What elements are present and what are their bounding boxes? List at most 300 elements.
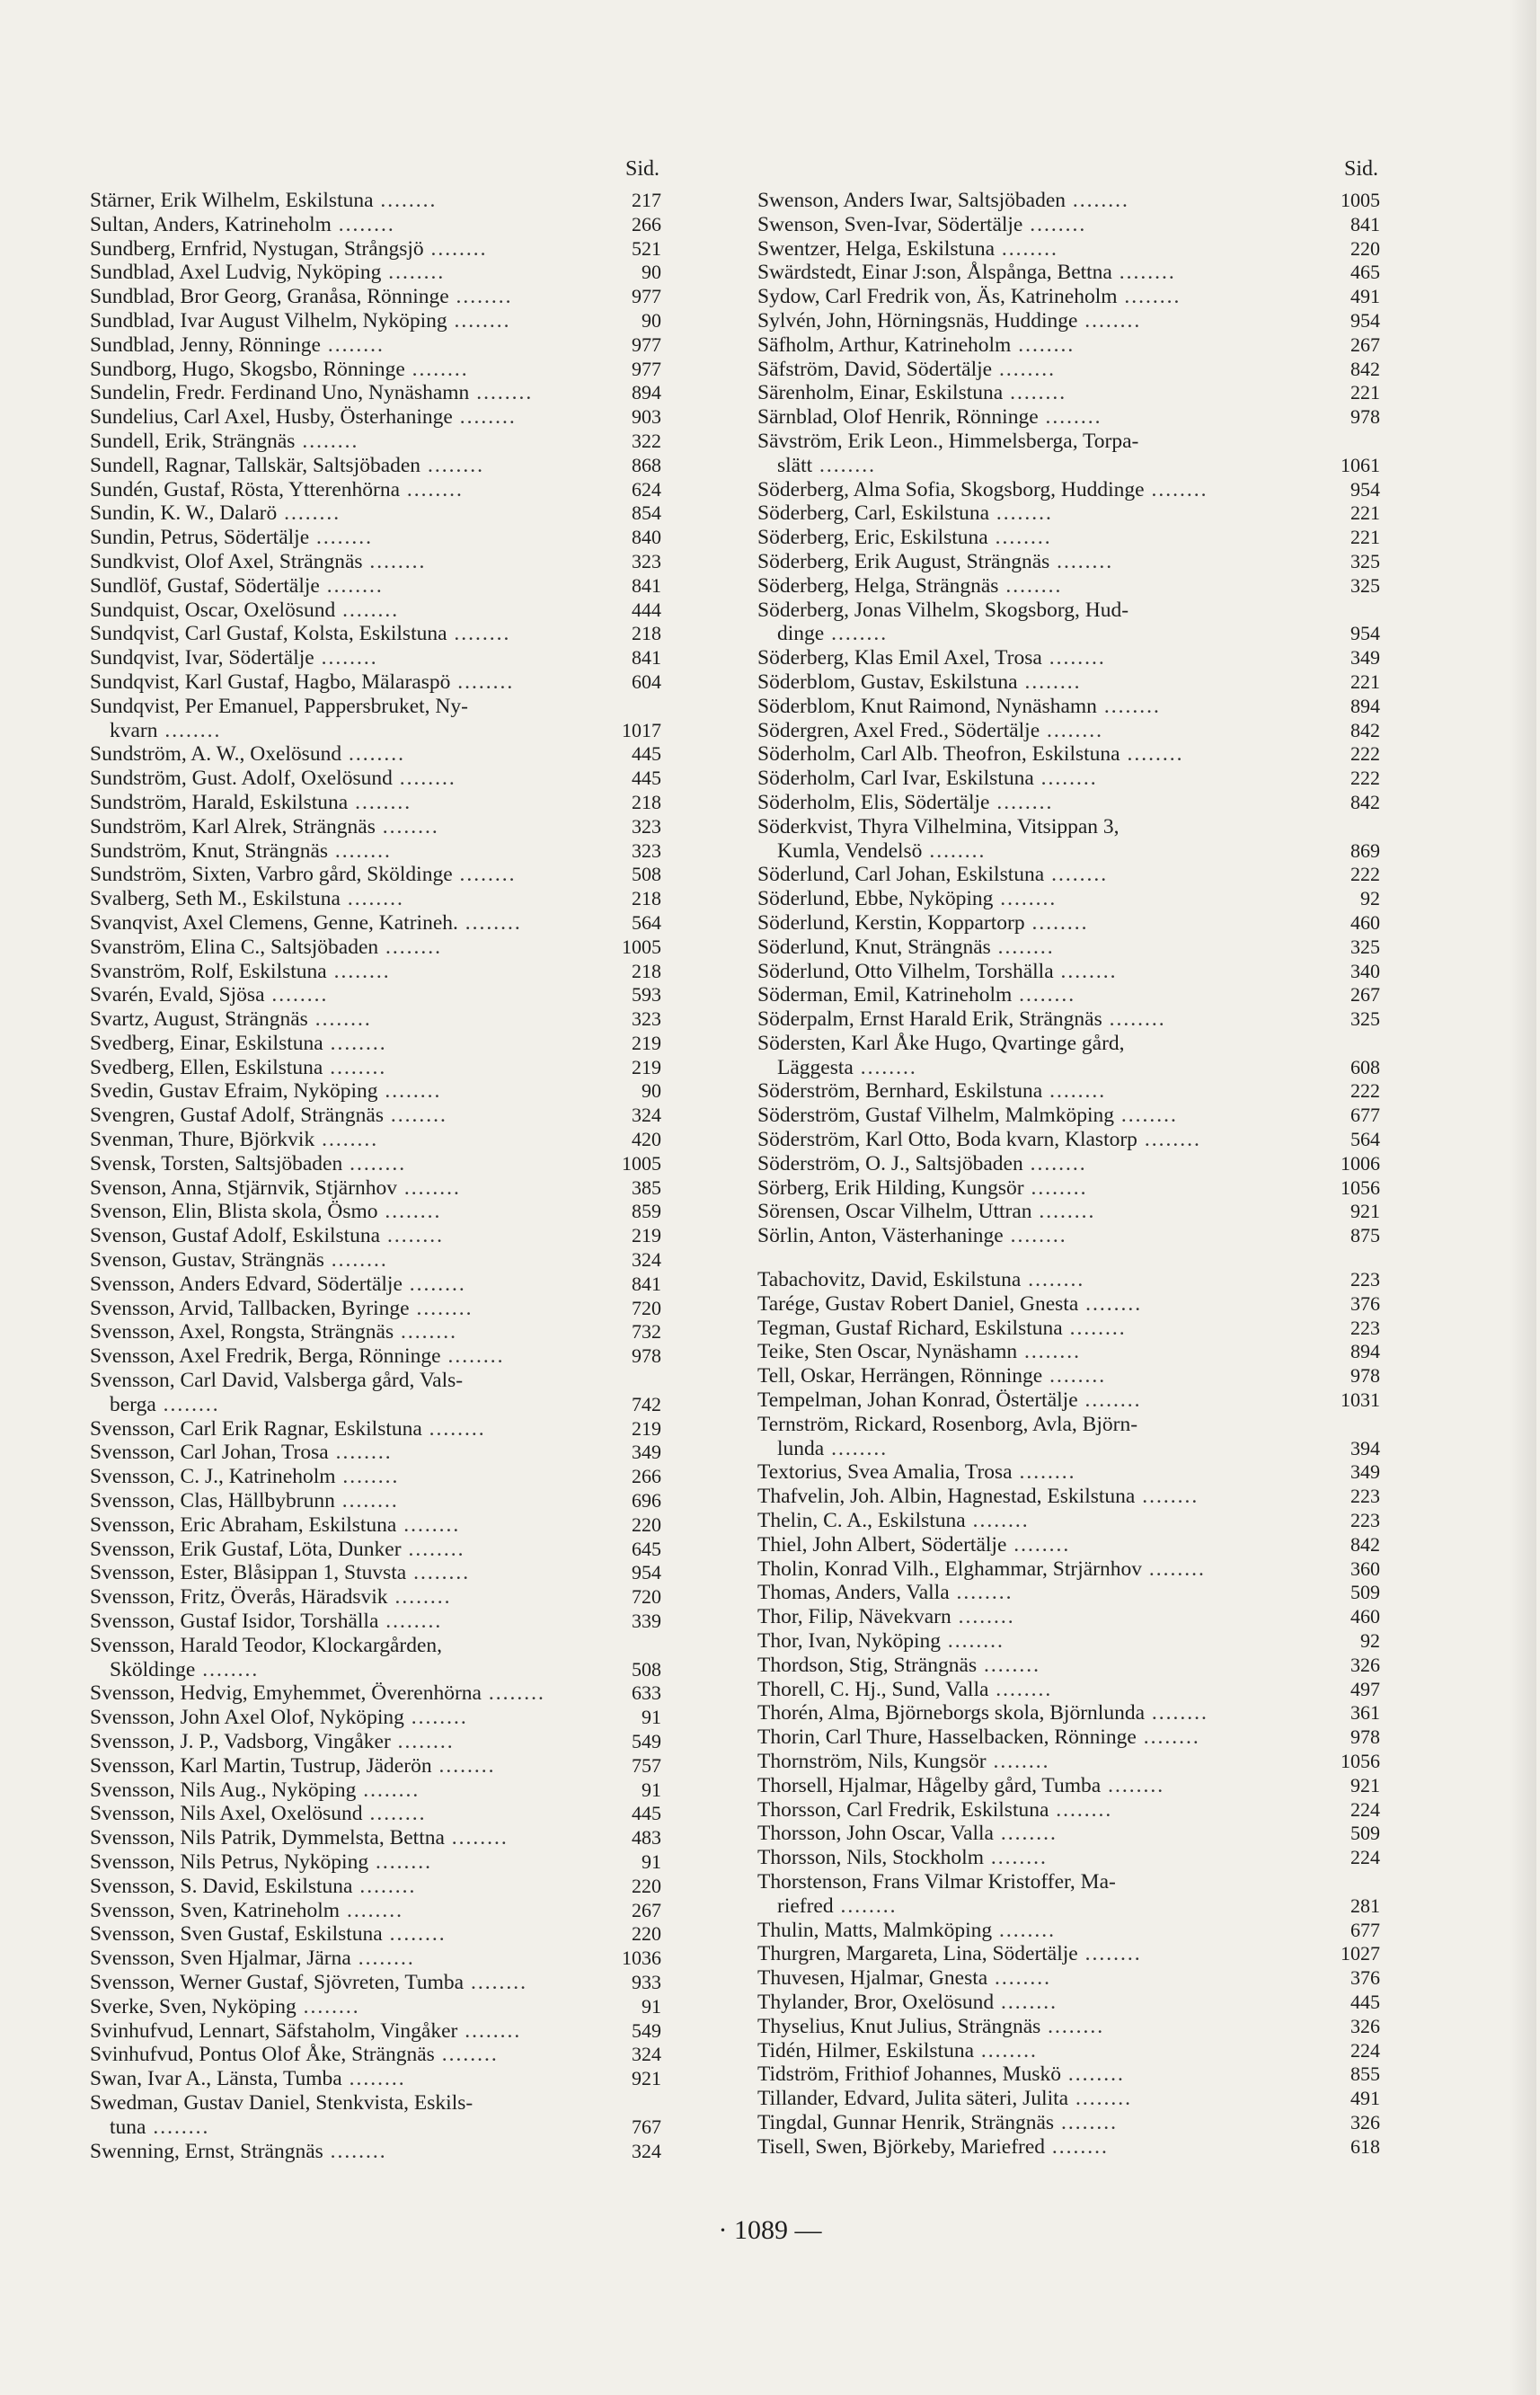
entry-page-number: 608 [1350, 1055, 1380, 1078]
entry-page-number: 921 [1350, 1773, 1380, 1796]
leader-dots: ........ [949, 1581, 1013, 1605]
index-entry [757, 1750, 1380, 1774]
entry-name: Svenson, Anna, Stjärnvik, Stjärnhov [90, 1175, 398, 1200]
left-column [90, 149, 661, 2163]
entry-page-number: 508 [632, 1657, 661, 1681]
entry-page-number: 376 [1350, 1966, 1380, 1990]
entry-text-container [90, 454, 609, 478]
entry-name: Tidén, Hilmer, Eskilstuna [757, 2038, 975, 2062]
index-entry [757, 1460, 1380, 1485]
entry-name: Textorius, Svea Amalia, Trosa [757, 1460, 1013, 1485]
leader-dots: ........ [1101, 1773, 1165, 1797]
index-entry [90, 1754, 661, 1779]
leader-dots: ........ [362, 1802, 427, 1826]
entry-page-number: 903 [632, 405, 661, 429]
entry-name: Sävström, Erik Leon., Himmelsberga, Torpa- [757, 429, 1139, 453]
index-entry [90, 454, 661, 478]
entry-page-number: 90 [642, 261, 661, 284]
entry-name: Svensson, Harald Teodor, Klockargården, [90, 1633, 443, 1657]
entry-page-number: 91 [642, 1706, 661, 1729]
entry-page-number: 954 [632, 1561, 661, 1584]
entry-page-number: 322 [632, 429, 661, 452]
index-entry [90, 1489, 661, 1513]
index-entry [90, 1056, 661, 1080]
entry-text-container [90, 1899, 609, 1923]
entry-page-number: 218 [632, 790, 661, 813]
index-entry [757, 1224, 1380, 1248]
leader-dots: ........ [195, 1657, 260, 1681]
entry-text-container [90, 695, 609, 719]
entry-text-container [757, 333, 1328, 358]
entry-page-number: 954 [1350, 477, 1380, 501]
entry-text-container [90, 599, 609, 623]
entry-name: Svensk, Torsten, Saltsjöbaden [90, 1151, 343, 1175]
leader-dots: ........ [447, 622, 511, 646]
leader-dots: ........ [380, 1224, 444, 1248]
entry-name: Thorsson, John Oscar, Valla [757, 1822, 994, 1846]
index-entry [757, 2087, 1380, 2111]
index-entry [90, 2140, 661, 2164]
index-entry [90, 1369, 661, 1393]
index-entry [757, 1007, 1380, 1032]
index-entry [757, 1485, 1380, 1509]
entry-name: Sundqvist, Per Emanuel, Pappersbruket, Ny- [90, 694, 468, 718]
entry-name: Söderström, Gustaf Vilhelm, Malmköping [757, 1104, 1114, 1128]
entry-page-number: 855 [1350, 2062, 1380, 2086]
entry-text-container [757, 1701, 1328, 1725]
index-entry [90, 1634, 661, 1658]
leader-dots: ........ [992, 1918, 1056, 1942]
entry-page-number: 324 [632, 2043, 661, 2066]
index-entry [757, 960, 1380, 984]
entry-text-container [90, 1007, 609, 1032]
entry-text-container [757, 1966, 1328, 1991]
entry-text-container [90, 1730, 609, 1754]
entry-text-container [757, 1822, 1328, 1846]
entry-page-number: 868 [632, 453, 661, 476]
entry-name: Söderberg, Helga, Strängnäs [757, 573, 999, 598]
index-entry [757, 1966, 1380, 1991]
entry-text-container [757, 1725, 1328, 1750]
index-entry [90, 1681, 661, 1706]
index-entry [757, 911, 1380, 936]
entry-page-number: 445 [1350, 1990, 1380, 2013]
index-entry [757, 574, 1380, 599]
entry-page-number: 445 [632, 742, 661, 766]
index-entry [90, 213, 661, 237]
entry-page-number: 219 [632, 1224, 661, 1247]
entry-name: Sundström, Knut, Strängnäs [90, 838, 329, 863]
entry-text-container [90, 1754, 609, 1779]
entry-name: Svensson, Ester, Blåsippan 1, Stuvsta [90, 1561, 407, 1585]
entry-page-number: 894 [632, 381, 661, 404]
leader-dots: ........ [341, 2067, 406, 2091]
leader-dots: ........ [400, 477, 464, 501]
entry-name: Sundberg, Ernfrid, Nystugan, Strångsjö [90, 236, 424, 261]
index-entry [757, 430, 1380, 454]
entry-page-number: 933 [632, 1970, 661, 1993]
entry-text-container [90, 1971, 609, 1995]
index-entry [757, 1509, 1380, 1533]
entry-name: Thuvesen, Hjalmar, Gnesta [757, 1966, 988, 1991]
entry-name: Svenson, Elin, Blista skola, Ösmo [90, 1200, 378, 1224]
leader-dots: ........ [1042, 1364, 1107, 1388]
index-entry [90, 358, 661, 382]
entry-name: berga [110, 1392, 156, 1416]
entry-name: Thiel, John Albert, Södertälje [757, 1532, 1007, 1557]
index-entry [90, 285, 661, 309]
entry-text-container [90, 2067, 609, 2091]
index-entry [757, 1340, 1380, 1364]
entry-name: Söderberg, Alma Sofia, Skogsborg, Huddinge [757, 477, 1145, 501]
index-entry [90, 1032, 661, 1056]
index-entry [90, 1007, 661, 1032]
index-entry [757, 1533, 1380, 1557]
index-entry [757, 1032, 1380, 1056]
entry-page-number: 645 [632, 1537, 661, 1560]
entry-page-number: 376 [1350, 1291, 1380, 1315]
index-entry [90, 2019, 661, 2044]
index-entry [757, 1104, 1380, 1128]
entry-text-container [757, 1629, 1328, 1654]
index-entry [757, 309, 1380, 333]
entry-text-container [757, 1942, 1328, 1966]
entry-text-container [757, 936, 1328, 960]
leader-dots: ........ [394, 1320, 458, 1344]
entry-text-container [757, 1056, 1328, 1080]
entry-page-number: 978 [632, 1344, 661, 1368]
entry-name: Swenson, Anders Iwar, Saltsjöbaden [757, 189, 1066, 212]
leader-dots: ........ [1038, 405, 1102, 430]
entry-name: Sundblad, Jenny, Rönninge [90, 333, 321, 357]
leader-dots: ........ [157, 718, 222, 742]
entry-text-container [90, 405, 609, 430]
leader-dots: ........ [1022, 212, 1087, 236]
index-entry [757, 670, 1380, 695]
index-entry [757, 1557, 1380, 1582]
entry-page-number: 323 [632, 838, 661, 862]
entry-name: riefred [777, 1894, 834, 1918]
entry-name: Svartz, August, Strängnäs [90, 1007, 308, 1032]
entry-text-container [757, 1292, 1328, 1317]
entry-page-number: 875 [1350, 1224, 1380, 1247]
leader-dots: ........ [977, 1653, 1041, 1677]
entry-text-container [757, 1176, 1328, 1201]
index-entry [90, 1561, 661, 1585]
entry-page-number: 508 [632, 863, 661, 886]
entry-page-number: 921 [1350, 1200, 1380, 1223]
leader-dots: ........ [1054, 2110, 1118, 2134]
entry-page-number: 222 [1350, 767, 1380, 790]
entry-name: Tegman, Gustaf Richard, Eskilstuna [757, 1316, 1063, 1340]
leader-dots: ........ [307, 1007, 372, 1032]
entry-name: Swentzer, Helga, Eskilstuna [757, 236, 996, 261]
entry-page-number: 221 [1350, 381, 1380, 404]
index-entry [757, 1128, 1380, 1152]
index-entry [90, 960, 661, 984]
entry-name: Thorin, Carl Thure, Hasselbacken, Rönninge [757, 1725, 1137, 1750]
entry-page-number: 221 [1350, 526, 1380, 549]
entry-name: Tell, Oskar, Herrängen, Rönninge [757, 1364, 1043, 1388]
index-entry [757, 1846, 1380, 1870]
entry-page-number: 509 [1350, 1822, 1380, 1845]
entry-name: Sundblad, Axel Ludvig, Nyköping [90, 261, 382, 285]
entry-page-number: 91 [642, 1778, 661, 1801]
leader-dots: ........ [264, 983, 329, 1007]
index-entry [90, 742, 661, 767]
entry-page-number: 1027 [1341, 1942, 1380, 1965]
entry-name: Kumla, Vendelsö [777, 838, 923, 863]
entry-name: Svensson, Eric Abraham, Eskilstuna [90, 1512, 397, 1537]
entry-text-container [90, 1995, 609, 2019]
entry-page-number: 842 [1350, 1532, 1380, 1556]
entry-name: Sundin, K. W., Dalarö [90, 501, 278, 526]
index-entry [90, 501, 661, 526]
leader-dots: ........ [1113, 1104, 1178, 1128]
index-entry [90, 936, 661, 960]
leader-dots: ........ [1003, 1224, 1067, 1248]
leader-dots: ........ [1068, 2087, 1132, 2111]
entry-name: Södersten, Karl Åke Hugo, Qvartinge gård, [757, 1031, 1125, 1055]
index-entry [757, 646, 1380, 670]
entry-text-container [757, 1460, 1328, 1485]
index-entry [90, 767, 661, 791]
entry-text-container [757, 526, 1328, 550]
index-entry [90, 1441, 661, 1465]
index-entry [757, 1701, 1380, 1725]
leader-dots: ........ [1102, 1007, 1166, 1032]
entry-page-number: 1036 [622, 1947, 661, 1970]
entry-page-number: 221 [1350, 501, 1380, 525]
entry-text-container [757, 815, 1328, 839]
entry-text-container [90, 430, 609, 454]
index-entry [757, 405, 1380, 430]
index-entry [757, 719, 1380, 743]
entry-text-container [757, 574, 1328, 599]
index-entry [90, 1320, 661, 1344]
leader-dots: ........ [993, 1822, 1058, 1846]
entry-text-container [90, 670, 609, 695]
entry-page-number: 497 [1350, 1677, 1380, 1700]
entry-name: tuna [110, 2115, 146, 2139]
entry-text-container [90, 1417, 609, 1441]
index-entry [757, 213, 1380, 237]
entry-text-container [757, 1991, 1328, 2015]
index-entry [90, 1875, 661, 1899]
leader-dots: ........ [988, 1677, 1053, 1701]
entry-name: Tingdal, Gunnar Henrik, Strängnäs [757, 2110, 1055, 2134]
leader-dots: ........ [974, 2038, 1038, 2062]
entry-text-container [757, 1152, 1328, 1176]
entry-name: Söderman, Emil, Katrineholm [757, 983, 1013, 1007]
index-entry [90, 1610, 661, 1634]
right-column [757, 149, 1380, 2160]
index-entry [90, 237, 661, 262]
index-entry [757, 1942, 1380, 1966]
entry-name: Thylander, Bror, Oxelösund [757, 1990, 995, 2014]
index-entry [90, 1273, 661, 1297]
leader-dots: ........ [1120, 742, 1184, 767]
index-entry [90, 2067, 661, 2091]
entry-page-number: 854 [632, 501, 661, 525]
entry-page-number: 1056 [1341, 1750, 1380, 1772]
entry-page-number: 220 [632, 1874, 661, 1897]
leader-dots: ........ [334, 1489, 399, 1513]
entry-name: Sundelin, Fredr. Ferdinand Uno, Nynäshamn [90, 381, 470, 405]
index-entry [90, 1248, 661, 1273]
entry-page-number: 223 [1350, 1268, 1380, 1291]
entry-name: Svensson, Clas, Hällbybrunn [90, 1489, 335, 1513]
entry-page-number: 219 [632, 1031, 661, 1054]
leader-dots: ........ [994, 1990, 1058, 2014]
leader-dots: ........ [392, 767, 456, 791]
entry-page-number: 491 [1350, 2087, 1380, 2110]
entry-page-number: 323 [632, 549, 661, 572]
entry-name: Sundell, Erik, Strängnäs [90, 429, 296, 453]
index-entry [90, 2116, 661, 2140]
entry-text-container [90, 1369, 609, 1393]
index-entry [757, 742, 1380, 767]
entry-name: Svinhufvud, Lennart, Säfstaholm, Vingåker [90, 2018, 458, 2043]
entry-name: Svensson, Axel Fredrik, Berga, Rönninge [90, 1344, 441, 1369]
leader-dots: ........ [377, 1200, 442, 1224]
entry-page-number: 266 [632, 1465, 661, 1488]
leader-dots: ........ [983, 1846, 1048, 1870]
entry-page-number: 1017 [622, 718, 661, 741]
index-entry [90, 1176, 661, 1201]
index-entry [90, 646, 661, 670]
entry-text-container [757, 2135, 1328, 2160]
entry-page-number: 224 [1350, 2038, 1380, 2062]
index-entry [90, 911, 661, 936]
entry-text-container [757, 1750, 1328, 1774]
leader-dots: ........ [352, 1874, 417, 1898]
leader-dots: ........ [1145, 1701, 1208, 1725]
entry-name: Svensson, Sven Hjalmar, Järna [90, 1947, 351, 1971]
entry-page-number: 323 [632, 1007, 661, 1031]
entry-text-container [757, 863, 1328, 887]
entry-text-container [757, 261, 1328, 285]
entry-name: Svensson, Axel, Rongsta, Strängnäs [90, 1320, 394, 1344]
leader-dots: ........ [1012, 983, 1076, 1007]
entry-name: Thorsson, Carl Fredrik, Eskilstuna [757, 1797, 1049, 1822]
entry-text-container [90, 1561, 609, 1585]
entry-text-container [757, 1079, 1328, 1104]
entry-text-container [90, 1802, 609, 1826]
leader-dots: ........ [1040, 718, 1104, 742]
entry-name: Särnblad, Olof Henrik, Rönninge [757, 405, 1039, 430]
entry-page-number: 977 [632, 285, 661, 308]
entry-name: Thelin, C. A., Eskilstuna [757, 1509, 966, 1533]
entry-name: Thorell, C. Hj., Sund, Valla [757, 1677, 989, 1701]
entry-text-container [757, 1605, 1328, 1629]
leader-dots: ........ [995, 236, 1058, 261]
entry-text-container [757, 695, 1328, 719]
entry-page-number: 445 [632, 1802, 661, 1825]
entry-text-container [90, 1056, 609, 1080]
index-entry [757, 333, 1380, 358]
leader-dots: ........ [951, 1605, 1015, 1629]
entry-text-container [757, 1104, 1328, 1128]
entry-text-container [757, 213, 1328, 237]
entry-text-container [90, 501, 609, 526]
entry-page-number: 921 [632, 2067, 661, 2090]
index-entry [757, 863, 1380, 887]
entry-name: kvarn [110, 718, 158, 742]
entry-text-container [757, 1485, 1328, 1509]
entry-page-number: 720 [632, 1296, 661, 1319]
entry-name: Svensson, Karl Martin, Tustrup, Jäderön [90, 1753, 432, 1778]
entry-text-container [757, 1128, 1328, 1152]
entry-text-container [90, 1344, 609, 1369]
entry-name: Svedberg, Ellen, Eskilstuna [90, 1055, 323, 1079]
entry-page-number: 841 [1350, 212, 1380, 235]
index-entry [90, 622, 661, 646]
leader-dots: ........ [319, 573, 384, 598]
index-entry [757, 1919, 1380, 1943]
entry-name: Sundqvist, Carl Gustaf, Kolsta, Eskilstuna [90, 622, 447, 646]
entry-page-number: 618 [1350, 2134, 1380, 2158]
index-entry [757, 1388, 1380, 1413]
entry-name: Svensson, Fritz, Överås, Häradsvik [90, 1585, 388, 1610]
entry-text-container [90, 863, 609, 887]
entry-name: Sörensen, Oscar Vilhelm, Uttran [757, 1200, 1032, 1224]
leader-dots: ........ [1137, 1128, 1201, 1152]
index-entry [757, 815, 1380, 839]
entry-text-container [90, 237, 609, 262]
entry-text-container [90, 285, 609, 309]
entry-page-number: 90 [642, 1079, 661, 1103]
entry-name: Sundström, Harald, Eskilstuna [90, 790, 349, 814]
entry-text-container [757, 285, 1328, 309]
entry-text-container [757, 1007, 1328, 1032]
entry-text-container [757, 1654, 1328, 1678]
entry-text-container [757, 1032, 1328, 1056]
leader-dots: ........ [362, 549, 427, 573]
entry-page-number: 90 [642, 308, 661, 332]
entry-page-number: 1061 [1341, 453, 1380, 476]
entry-text-container [757, 911, 1328, 936]
entry-page-number: 549 [632, 2018, 661, 2042]
entry-name: Söderström, Karl Otto, Boda kvarn, Klastorp [757, 1128, 1137, 1152]
entry-name: Sundström, A. W., Oxelösund [90, 742, 342, 767]
leader-dots: ........ [1077, 1942, 1142, 1966]
index-entry [90, 381, 661, 405]
index-entry [90, 719, 661, 743]
index-entry [757, 237, 1380, 262]
leader-dots: ........ [447, 308, 511, 333]
index-entry [90, 1224, 661, 1248]
leader-dots: ........ [1111, 261, 1176, 285]
entry-text-container [90, 2043, 609, 2067]
index-entry [757, 526, 1380, 550]
entry-name: Svanqvist, Axel Clemens, Genne, Katrineh. [90, 910, 458, 935]
entry-text-container [757, 309, 1328, 333]
entry-page-number: 281 [1350, 1894, 1380, 1917]
entry-page-number: 460 [1350, 1605, 1380, 1628]
entry-page-number: 220 [632, 1922, 661, 1946]
entry-name: Tabachovitz, David, Eskilstuna [757, 1268, 1022, 1292]
entry-name: Sundström, Sixten, Varbro gård, Sköldinge [90, 863, 453, 887]
leader-dots: ........ [1049, 549, 1114, 573]
leader-dots: ........ [277, 501, 341, 526]
entry-text-container [90, 309, 609, 333]
entry-text-container [90, 1032, 609, 1056]
leader-dots: ........ [340, 1898, 403, 1922]
index-entry [757, 1056, 1380, 1080]
entry-page-number: 361 [1350, 1701, 1380, 1725]
entry-text-container [90, 358, 609, 382]
